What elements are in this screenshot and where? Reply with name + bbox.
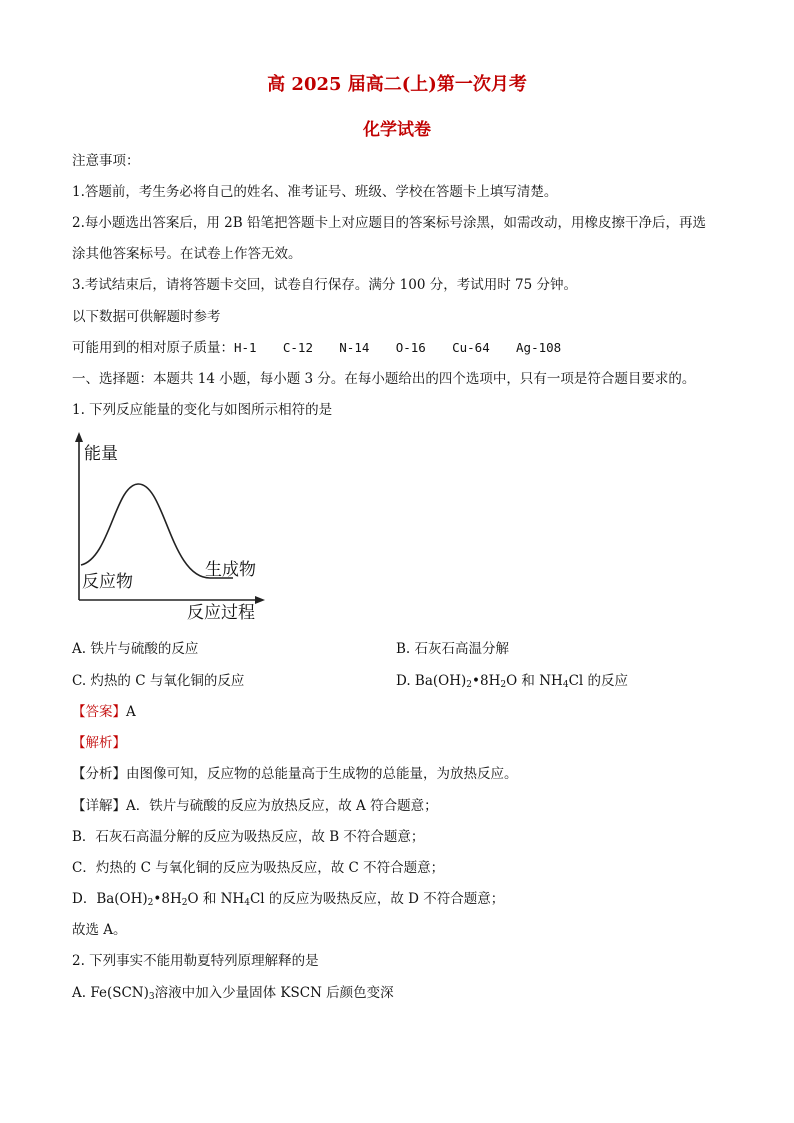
answer-tag: 【答案】 — [72, 704, 126, 720]
q1-option-c: C. 灼热的 C 与氧化铜的反应 — [72, 673, 245, 689]
mass-ag: Ag-108 — [516, 340, 562, 355]
q1-option-a: A. 铁片与硫酸的反应 — [72, 641, 199, 657]
notice-item-1: 1.答题前，考生务必将自己的姓名、准考证号、班级、学校在答题卡上填写清楚。 — [72, 184, 558, 200]
notice-item-3: 3.考试结束后，请将答题卡交回，试卷自行保存。满分 100 分，考试用时 75 分钟。 — [72, 277, 577, 293]
exam-title: 高 2025 届高二(上)第一次月考 — [267, 74, 527, 95]
exam-subtitle: 化学试卷 — [363, 120, 431, 140]
xiangjie-d: D．$Ba(OH)_2•8H_2O$ 和 $NH_4Cl$ 的反应为吸热反应，故 D 不符合题意； — [72, 891, 505, 908]
atomic-masses — [72, 338, 561, 358]
mass-c: C-12 — [282, 340, 313, 355]
y-axis-arrow — [75, 432, 83, 442]
x-axis-label: 反应过程 — [187, 603, 255, 623]
atomic-masses-label: 可能用到的相对原子质量： — [72, 340, 234, 356]
notice-item-2-cont: 涂其他答案标号。在试卷上作答无效。 — [72, 246, 302, 262]
section-heading: 一、选择题：本题共 14 小题，每小题 3 分。在每小题给出的四个选项中，只有一项是符合题目要求的。 — [72, 371, 696, 387]
q1-option-b: B. 石灰石高温分解 — [396, 641, 510, 657]
mass-h: H-1 — [234, 340, 257, 355]
mass-o: O-16 — [395, 340, 426, 355]
product-label: 生成物 — [205, 560, 256, 580]
answer-line — [72, 702, 136, 722]
energy-diagram — [70, 430, 270, 625]
xiangjie-a: 【详解】A．铁片与硫酸的反应为放热反应，故 A 符合题意； — [72, 798, 438, 814]
notice-heading: 注意事项： — [72, 153, 140, 169]
q1-stem: 1. 下列反应能量的变化与如图所示相符的是 — [72, 402, 333, 418]
q1-option-d: D. $Ba(OH)_2•8H_2O$ 和 $NH_4Cl$ 的反应 — [396, 673, 629, 690]
answer-value: A — [126, 704, 136, 720]
reference-line: 以下数据可供解题时参考 — [72, 309, 221, 325]
mass-cu: Cu-64 — [452, 340, 490, 355]
notice-item-2: 2.每小题选出答案后，用 2B 铅笔把答题卡上对应题目的答案标号涂黑，如需改动，用橡皮擦干净后，再选 — [72, 215, 706, 231]
fenxi-text: 由图像可知，反应物的总能量高于生成物的总能量，为放热反应。 — [126, 766, 518, 782]
analysis-tag: 【解析】 — [72, 735, 126, 751]
xiangjie-tag: 【详解】 — [72, 798, 126, 814]
y-axis-label: 能量 — [84, 444, 118, 464]
reactant-label: 反应物 — [82, 572, 133, 592]
fenxi-tag: 【分析】 — [72, 766, 126, 782]
q2-stem: 2. 下列事实不能用勒夏特列原理解释的是 — [72, 953, 319, 969]
x-axis-arrow — [255, 596, 265, 604]
conclusion: 故选 A。 — [72, 922, 127, 938]
xiangjie-c: C．灼热的 C 与氧化铜的反应为吸热反应，故 C 不符合题意； — [72, 860, 445, 876]
xiangjie-b: B．石灰石高温分解的反应为吸热反应，故 B 不符合题意； — [72, 829, 425, 845]
q2-option-a: A. $Fe(SCN)_3$溶液中加入少量固体 KSCN 后颜色变深 — [72, 985, 394, 1002]
fenxi-line — [72, 764, 518, 784]
mass-n: N-14 — [339, 340, 370, 355]
